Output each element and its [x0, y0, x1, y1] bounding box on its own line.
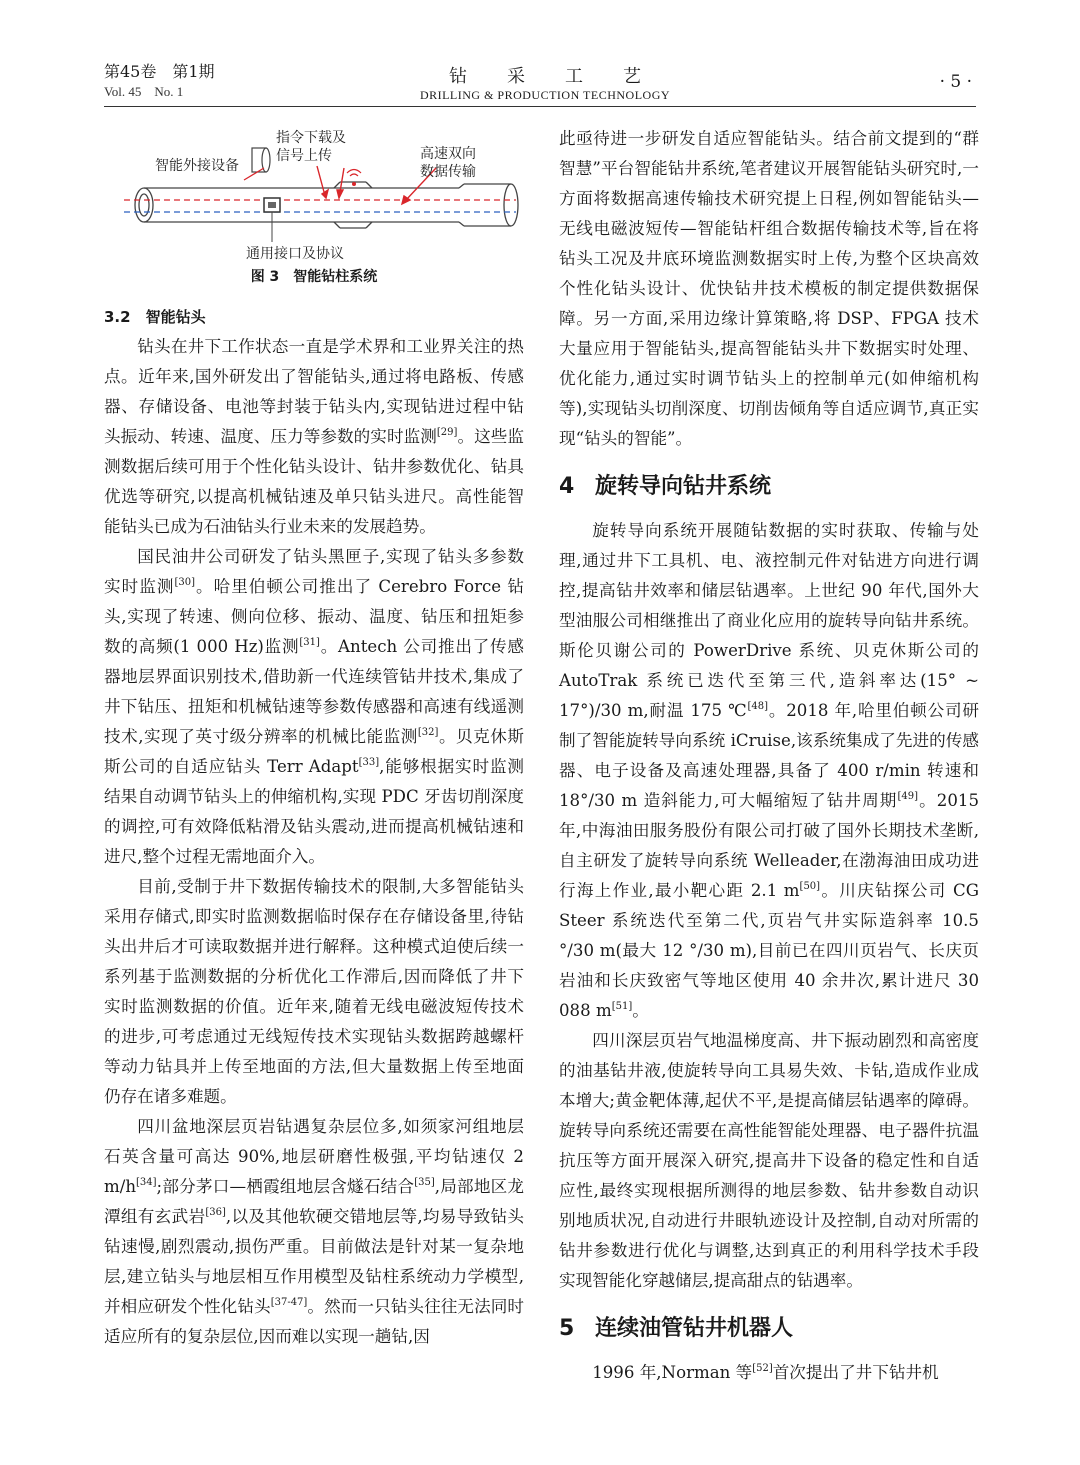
section-4-heading: 4 旋转导向钻井系统 [559, 474, 772, 499]
citation: [31] [299, 637, 320, 648]
citation: [29] [436, 427, 458, 438]
right-column [559, 124, 979, 1388]
label-interface: 通用接口及协议 [246, 246, 344, 262]
journal-title-en: DRILLING & PRODUCTION TECHNOLOGY [419, 88, 671, 102]
label-fast-2: 数据传输 [420, 164, 476, 180]
smart-drill-string-diagram [104, 124, 524, 266]
figure-3 [104, 124, 524, 296]
label-cmd-1: 指令下载及 [276, 130, 346, 146]
paragraph: 目前,受制于井下数据传输技术的限制,大多智能钻头采用存储式,即实时监测数据临时保存在存储设备里,待钻头出井后才可读取数据并进行解释。这种模式迫使后续一系列基于监测数据的分析优化工作滞后,因而降低了井下实时监测数据的价值。近年来,随着无线电磁波短传技术的进步,可考虑通过无线短传技术实现钻头数据跨越螺杆等动力钻具并上传至地面的方法,但大量数据上传至地面仍存在诸多难题。 [104, 877, 524, 1106]
issue-info [104, 62, 215, 102]
citation: [50] [799, 881, 821, 892]
label-device: 智能外接设备 [155, 158, 239, 174]
citation: [37-47] [270, 1297, 308, 1308]
citation: [51] [611, 1001, 633, 1012]
signal-icon [347, 170, 361, 177]
citation: [33] [358, 757, 380, 768]
citation: [48] [747, 701, 769, 712]
left-column [104, 124, 524, 1352]
paragraph: 四川盆地深层页岩钻遇复杂层位多,如须家河组地层石英含量可高达 90%,地层研磨性极强,平均钻速仅 2 m/h[34];部分茅口—栖霞组地层含燧石结合[35],局部地区龙潭组有玄武岩[36],以及其他软硬交错地层等,均易导致钻头钻速慢,剧烈震动,损伤严重。目前做法是针对某一复杂地层,建立钻头与地层相互作用模型及钻柱系统动力学模型,并相应研发个性化钻头[37-47]。然而一只钻头往往无法同时适应所有的复杂层位,因而难以实现一趟钻,因 [104, 1117, 525, 1346]
paragraph: 旋转导向系统开展随钻数据的实时获取、传输与处理,通过井下工具机、电、液控制元件对钻进方向进行调控,提高钻井效率和储层钻遇率。上世纪 90 年代,国外大型油服公司相继推出了商业化应用的旋转导向钻井系统。斯伦贝谢公司的 PowerDrive 系统、贝克休斯公司的 AutoTrak 系统已迭代至第三代,造斜率达(15° ~ 17°)/30 m,耐温 175 ℃[48]。2018 年,哈里伯顿公司研制了智能旋转导向系统 iCruise,该系统集成了先进的传感器、电子设备及高速处理器,具备了 400 r/min 转速和 18°/30 m 造斜能力,可大幅缩短了钻井周期[49]。2015 年,中海油田服务股份有限公司打破了国外长期技术垄断,自主研发了旋转导向系统 Welleader,在渤海油田成功进行海上作业,最小靶心距 2.1 m[50]。川庆钻探公司 CG Steer 系统迭代至第二代,页岩气井实际造斜率 10.5 °/30 m(最大 12 °/30 m),目前已在四川页岩气、长庆页岩油和长庆致密气等地区使用 40 余井次,累计进尺 30 088 m[51]。 [559, 521, 979, 1020]
citation: [52] [752, 1363, 773, 1374]
drill-pipe [135, 182, 518, 228]
citation: [30] [174, 577, 195, 588]
page-number: · 5 · [939, 72, 972, 92]
volume-en: Vol. 45 No. 1 [104, 84, 184, 99]
citation: [34] [136, 1177, 157, 1188]
section-3-2-heading: 3.2 智能钻头 [104, 308, 206, 326]
paragraph: 钻头在井下工作状态一直是学术界和工业界关注的热点。近年来,国外研发出了智能钻头,通过将电路板、传感器、存储设备、电池等封装于钻头内,实现钻进过程中钻头振动、转速、温度、压力等参数的实时监测[29]。这些监测数据后续可用于个性化钻头设计、钻井参数优化、钻具优选等研究,以提高机械钻速及单只钻头进尺。高性能智能钻头已成为石油钻头行业未来的发展趋势。 [104, 337, 524, 536]
citation: [49] [897, 791, 918, 802]
paragraph: 1996 年,Norman 等[52]首次提出了井下钻井机 [592, 1363, 939, 1382]
figure-caption: 图 3 智能钻柱系统 [250, 269, 378, 285]
signal-arrows [317, 166, 436, 204]
paragraph: 四川深层页岩气地温梯度高、井下振动剧烈和高密度的油基钻井液,使旋转导向工具易失效、卡钻,造成作业成本增大;黄金靶体薄,起伏不平,是提高储层钻遇率的障碍。旋转导向系统还需要在高性能智能处理器、电子器件抗温抗压等方面开展深入研究,提高井下设备的稳定性和自适应性,最终实现根据所测得的地层参数、钻井参数自动识别地质状况,自动进行井眼轨迹设计及控制,自动对所需的钻井参数进行优化与调整,达到真正的利用科学技术手段实现智能化穿越储层,提高甜点的钻遇率。 [559, 1031, 979, 1290]
external-device-icon [252, 148, 270, 172]
journal-title [380, 62, 710, 103]
citation: [35] [414, 1177, 435, 1188]
header-rule [104, 106, 976, 107]
label-cmd-2: 信号上传 [276, 148, 332, 164]
volume-cn: 第45卷 第1期 [104, 62, 215, 81]
interface-chip-icon [268, 202, 276, 208]
label-fast-1: 高速双向 [420, 146, 476, 162]
citation: [36] [205, 1207, 226, 1218]
section-5-heading: 5 连续油管钻井机器人 [559, 1316, 794, 1341]
citation: [32] [417, 727, 439, 738]
journal-title-cn: 钻采工艺 [449, 66, 681, 87]
page-header [0, 0, 1080, 110]
paragraph: 此亟待进一步研发自适应智能钻头。结合前文提到的“群智慧”平台智能钻井系统,笔者建议开展智能钻头研究时,一方面将数据高速传输技术研究提上日程,例如智能钻头—无线电磁波短传—智能钻杆组合数据传输技术等,旨在将钻头工况及井底环境监测数据实时上传,为整个区块高效个性化钻头设计、优快钻井技术模板的制定提供数据保障。另一方面,采用边缘计算策略,将 DSP、FPGA 技术大量应用于智能钻头,提高智能钻头井下数据实时处理、优化能力,通过实时调节钻头上的控制单元(如伸缩机构等),实现钻头切削深度、切削齿倾角等自适应调节,真正实现“钻头的智能”。 [559, 129, 979, 448]
signal-source-icon [352, 182, 356, 186]
paragraph: 国民油井公司研发了钻头黑匣子,实现了钻头多参数实时监测[30]。哈里伯顿公司推出了 Cerebro Force 钻头,实现了转速、侧向位移、振动、温度、钻压和扭矩参数的高频(1 000 Hz)监测[31]。Antech 公司推出了传感器地层界面识别技术,借助新一代连续管钻井技术,集成了井下钻压、扭矩和机械钻速等参数传感器和高速有线遥测技术,实现了英寸级分辨率的机械比能监测[32]。贝克休斯斯公司的自适应钻头 Terr Adapt[33],能够根据实时监测结果自动调节钻头上的伸缩机构,实现 PDC 牙齿切削深度的调控,可有效降低粘滑及钻头震动,进而提高机械钻速和进尺,整个过程无需地面介入。 [104, 547, 525, 866]
